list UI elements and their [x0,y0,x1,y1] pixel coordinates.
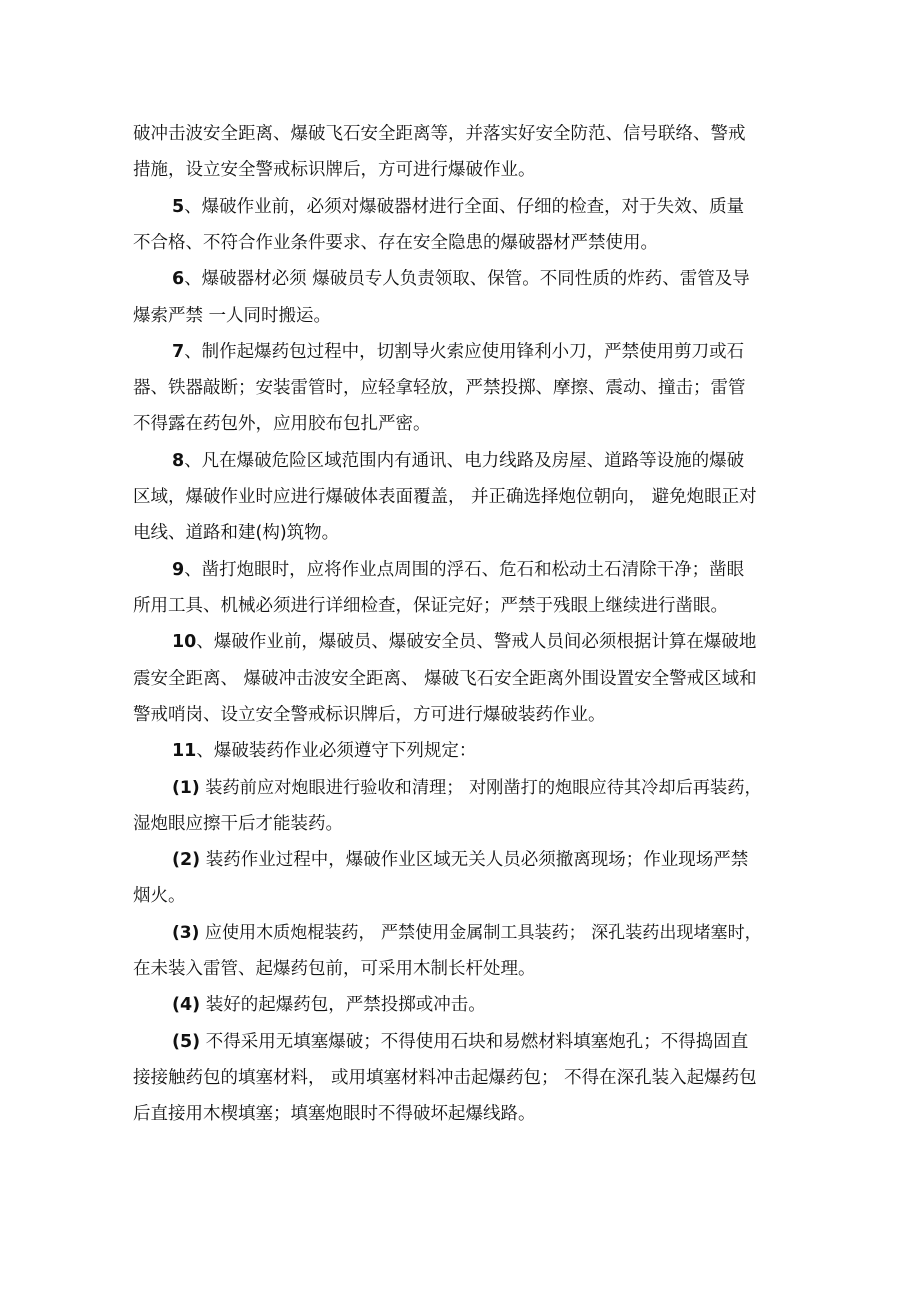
line-text: 破冲击波安全距离、爆破飞石安全距离等，并落实好安全防范、信号联络、警戒 [133,124,746,144]
line-text: 、制作起爆药包过程中，切割导火索应使用锋利小刀，严禁使用剪刀或石 [184,342,745,362]
item-number: 6 [172,269,185,289]
line-text: 区域，爆破作业时应进行爆破体表面覆盖， 并正确选择炮位朝向， 避免炮眼正对 [133,487,757,507]
item-number: (1) [172,778,200,798]
text-line [172,195,744,219]
item-number: (3) [172,923,200,943]
text-line [133,122,746,146]
line-text: 措施，设立安全警戒标识牌后，方可进行爆破作业。 [133,160,536,180]
text-line [133,957,536,981]
item-number: 8 [172,451,185,471]
line-text: 、凡在爆破危险区域范围内有通讯、电力线路及房屋、道路等设施的爆破 [184,451,745,471]
line-text: 震安全距离、 爆破冲击波安全距离、 爆破飞石安全距离外围设置安全警戒区域和 [133,669,757,689]
line-text: 爆索严禁 一人同时搬运。 [133,306,332,326]
text-line [133,594,728,618]
text-line [133,884,186,908]
line-text: 、凿打炮眼时，应将作业点周围的浮石、危石和松动土石清除干净；凿眼 [184,560,745,580]
text-line [133,376,746,400]
line-text: 不得露在药包外，应用胶布包扎严密。 [133,414,431,434]
item-number: (5) [172,1032,201,1052]
text-line [172,776,762,800]
line-text: 、爆破作业前，爆破员、爆破安全员、警戒人员间必须根据计算在爆破地 [196,632,757,652]
text-line [133,1066,757,1090]
item-number: (4) [172,995,201,1015]
line-text: 不合格、不符合作业条件要求、存在安全隐患的爆破器材严禁使用。 [133,233,658,253]
line-text: 后直接用木楔填塞；填塞炮眼时不得破坏起爆线路。 [133,1104,536,1124]
line-text: 在未装入雷管、起爆药包前，可采用木制长杆处理。 [133,959,536,979]
item-number: 10 [172,632,197,652]
text-line [172,993,486,1017]
item-number: 11 [172,741,197,761]
line-text: 所用工具、机械必须进行详细检查，保证完好；严禁于残眼上继续进行凿眼。 [133,596,728,616]
text-line [172,558,744,582]
item-number: 5 [172,197,185,217]
line-text: 器、铁器敲断；安装雷管时，应轻拿轻放，严禁投掷、摩擦、震动、撞击；雷管 [133,378,746,398]
text-line [172,848,748,872]
line-text: 烟火。 [133,886,186,906]
text-line [133,703,606,727]
line-text: 、爆破作业前，必须对爆破器材进行全面、仔细的检查，对于失效、质量 [184,197,745,217]
item-number: (2) [172,850,201,870]
text-line [133,667,757,691]
text-line [172,630,756,654]
text-line [133,1102,536,1126]
text-line [172,1030,748,1054]
text-line [172,921,762,945]
item-number: 7 [172,342,185,362]
line-text: 接接触药包的填塞材料， 或用填塞材料冲击起爆药包； 不得在深孔装入起爆药包 [133,1068,757,1088]
text-line [172,267,750,291]
line-text: 装药作业过程中，爆破作业区域无关人员必须撤离现场；作业现场严禁 [200,850,749,870]
text-line [133,812,343,836]
text-line [133,304,331,328]
text-line [133,521,339,545]
line-text: 不得采用无填塞爆破；不得使用石块和易燃材料填塞炮孔；不得捣固直 [200,1032,749,1052]
item-number: 9 [172,560,185,580]
line-text: 、爆破器材必须 爆破员专人负责领取、保管。不同性质的炸药、雷管及导 [184,269,750,289]
text-line [133,485,757,509]
line-text: 、爆破装药作业必须遵守下列规定： [196,741,477,761]
text-line [133,158,536,182]
line-text: 湿炮眼应擦干后才能装药。 [133,814,343,834]
text-line [172,449,744,473]
line-text: 装药前应对炮眼进行验收和清理； 对刚凿打的炮眼应待其冷却后再装药， [199,778,762,798]
line-text: 电线、道路和建(构)筑物。 [133,523,340,543]
text-line [172,739,476,763]
text-line [133,412,431,436]
text-line [133,231,658,255]
line-text: 警戒哨岗、设立安全警戒标识牌后，方可进行爆破装药作业。 [133,705,606,725]
text-line [172,340,744,364]
line-text: 装好的起爆药包，严禁投掷或冲击。 [200,995,486,1015]
line-text: 应使用木质炮棍装药， 严禁使用金属制工具装药； 深孔装药出现堵塞时， [199,923,762,943]
